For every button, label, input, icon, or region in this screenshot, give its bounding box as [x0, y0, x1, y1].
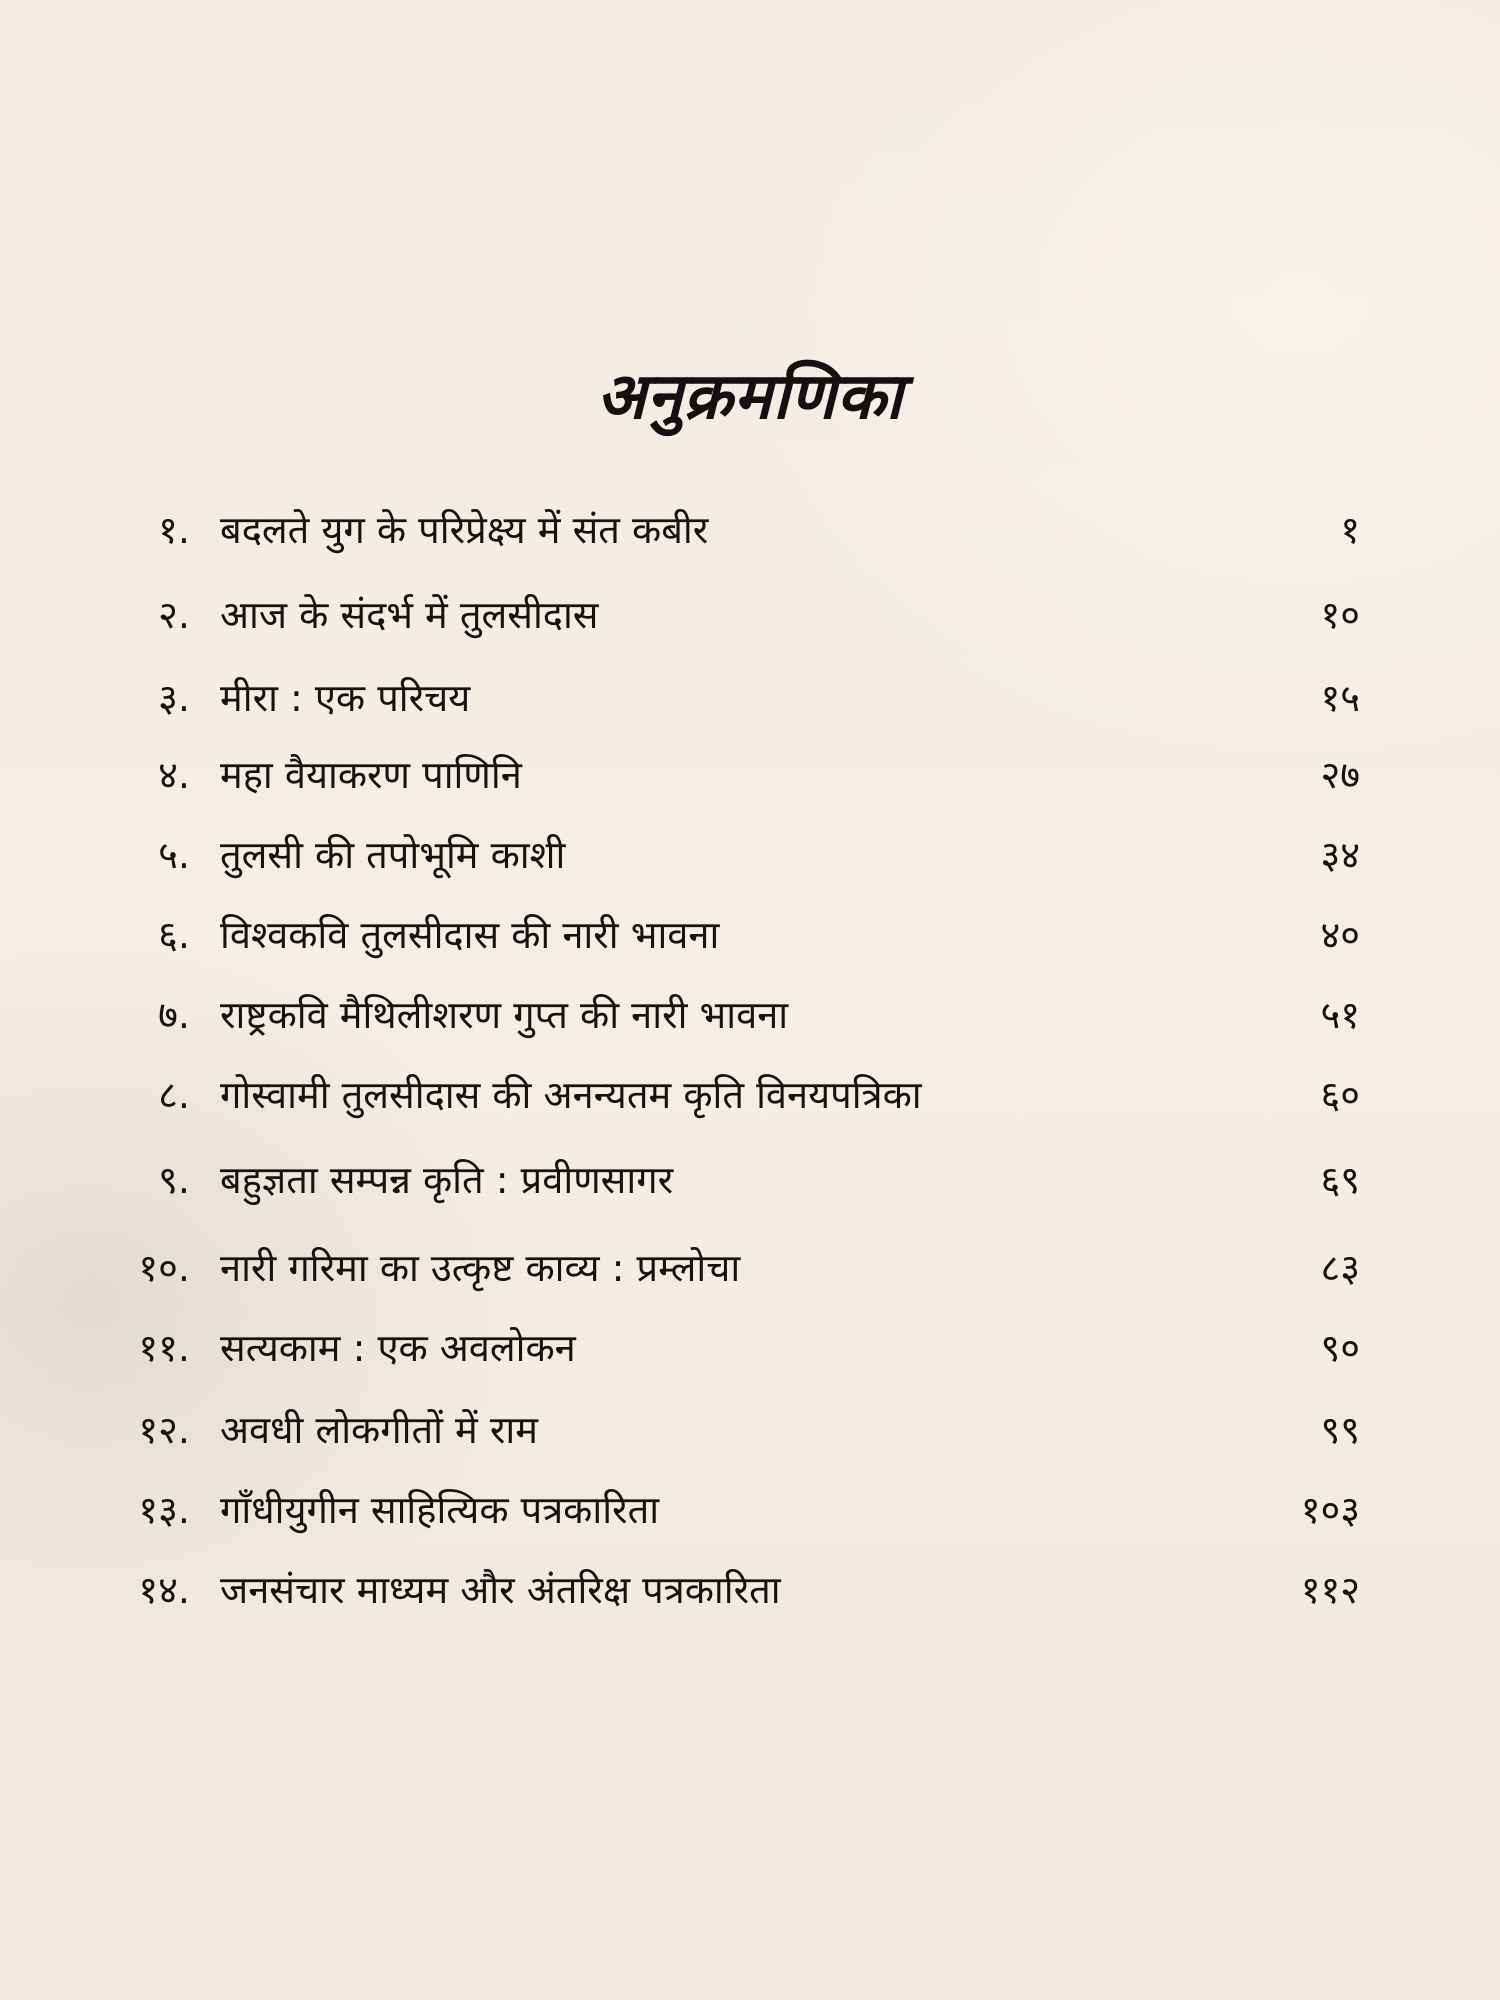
toc-entry	[0, 745, 1500, 805]
entry-number: १४.	[138, 1568, 190, 1612]
entry-number: ८.	[158, 1073, 190, 1117]
entry-page-number: १०	[1320, 593, 1360, 637]
toc-entry	[0, 1150, 1500, 1210]
toc-entry	[0, 1400, 1500, 1460]
entry-number: ४.	[158, 753, 190, 797]
entry-title: बहुज्ञता सम्पन्न कृति : प्रवीणसागर	[220, 1158, 674, 1202]
toc-entry	[0, 1065, 1500, 1125]
entry-page-number: ५१	[1320, 993, 1360, 1037]
entry-number: ९.	[158, 1158, 190, 1202]
entry-number: १२.	[138, 1408, 190, 1452]
entry-title: जनसंचार माध्यम और अंतरिक्ष पत्रकारिता	[220, 1568, 781, 1612]
toc-entry	[0, 1480, 1500, 1540]
entry-title: मीरा : एक परिचय	[220, 676, 471, 720]
toc-entry	[0, 1560, 1500, 1620]
entry-number: ६.	[158, 913, 190, 957]
entry-title: बदलते युग के परिप्रेक्ष्य में संत कबीर	[220, 508, 709, 552]
entry-page-number: ८३	[1320, 1246, 1360, 1290]
entry-number: १०.	[138, 1246, 190, 1290]
entry-page-number: १०३	[1300, 1488, 1360, 1532]
entry-title: राष्ट्रकवि मैथिलीशरण गुप्त की नारी भावना	[220, 993, 789, 1037]
entry-page-number: ४०	[1320, 913, 1360, 957]
toc-entry	[0, 905, 1500, 965]
entry-page-number: ३४	[1320, 833, 1360, 877]
toc-entry	[0, 1238, 1500, 1298]
entry-page-number: ११२	[1300, 1568, 1360, 1612]
toc-entry	[0, 500, 1500, 560]
entry-title: तुलसी की तपोभूमि काशी	[220, 833, 566, 877]
entry-title: विश्वकवि तुलसीदास की नारी भावना	[220, 913, 720, 957]
entry-number: १.	[158, 508, 190, 552]
entry-number: ७.	[158, 993, 190, 1037]
table-of-contents	[0, 500, 1500, 1660]
entry-number: ११.	[138, 1326, 190, 1370]
page-title: अनुक्रमणिका	[596, 360, 904, 434]
entry-page-number: ९९	[1320, 1408, 1360, 1452]
entry-title: नारी गरिमा का उत्कृष्ट काव्य : प्रम्लोचा	[220, 1246, 741, 1290]
entry-title: सत्यकाम : एक अवलोकन	[220, 1326, 576, 1370]
entry-page-number: ९०	[1320, 1326, 1360, 1370]
entry-number: १३.	[138, 1488, 190, 1532]
entry-number: २.	[158, 593, 190, 637]
toc-entry	[0, 985, 1500, 1045]
entry-page-number: १५	[1320, 676, 1360, 720]
toc-entry	[0, 585, 1500, 645]
entry-number: ५.	[158, 833, 190, 877]
toc-entry	[0, 825, 1500, 885]
toc-entry	[0, 668, 1500, 728]
entry-title: गोस्वामी तुलसीदास की अनन्यतम कृति विनयपत्रिका	[220, 1073, 922, 1117]
entry-page-number: ६९	[1320, 1158, 1360, 1202]
entry-page-number: ६०	[1320, 1073, 1360, 1117]
entry-page-number: १	[1340, 508, 1360, 552]
entry-number: ३.	[158, 676, 190, 720]
entry-title: महा वैयाकरण पाणिनि	[220, 753, 522, 797]
entry-title: अवधी लोकगीतों में राम	[220, 1408, 538, 1452]
toc-entry	[0, 1318, 1500, 1378]
entry-title: आज के संदर्भ में तुलसीदास	[220, 593, 599, 637]
entry-page-number: २७	[1320, 753, 1360, 797]
entry-title: गाँधीयुगीन साहित्यिक पत्रकारिता	[220, 1488, 660, 1532]
